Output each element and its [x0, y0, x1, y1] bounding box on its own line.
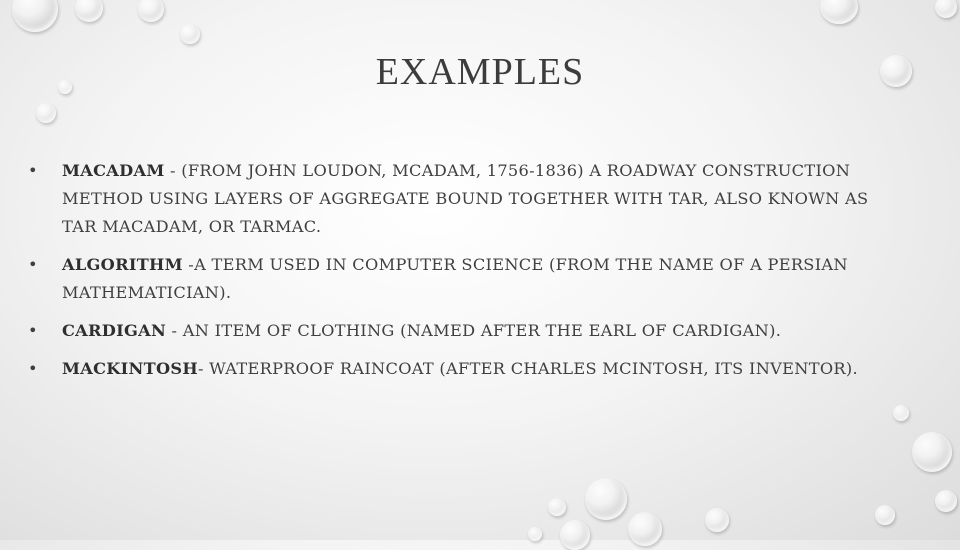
water-droplet-decoration [180, 24, 200, 44]
slide-title: EXAMPLES [375, 51, 585, 93]
definition-text: - AN ITEM OF CLOTHING (NAMED AFTER THE EARL OF CARDIGAN). [166, 321, 782, 340]
water-droplet-decoration [912, 432, 952, 472]
water-droplet-decoration [528, 527, 542, 541]
term-cardigan: CARDIGAN [62, 321, 167, 340]
water-droplet-decoration [628, 512, 662, 546]
definition-text: - (FROM JOHN LOUDON, MCADAM, 1756-1836) A ROADWAY CONSTRUCTION METHOD USING LAYERS OF AGGREGATE BOUND TOGETHER WITH TAR, ALSO KNOWN AS TAR MACADAM, OR TARMAC. [62, 161, 869, 236]
bullet-icon: • [28, 359, 38, 378]
examples-list [28, 157, 908, 393]
water-droplet-decoration [820, 0, 858, 24]
list-item [28, 251, 908, 307]
term-macadam: MACADAM [62, 161, 165, 180]
water-droplet-decoration [893, 405, 909, 421]
term-mackintosh: MACKINTOSH [62, 359, 198, 378]
bullet-icon: • [28, 321, 38, 340]
definition-text: -A TERM USED IN COMPUTER SCIENCE (FROM THE NAME OF A PERSIAN MATHEMATICIAN). [62, 255, 848, 302]
list-item [28, 317, 908, 345]
water-droplet-decoration [560, 520, 590, 550]
list-item [28, 157, 908, 241]
water-droplet-decoration [75, 0, 103, 22]
water-droplet-decoration [12, 0, 58, 32]
water-droplet-decoration [138, 0, 164, 22]
term-algorithm: ALGORITHM [62, 255, 183, 274]
bullet-icon: • [28, 255, 38, 274]
water-droplet-decoration [875, 505, 895, 525]
bullet-icon: • [28, 161, 38, 180]
definition-text: - WATERPROOF RAINCOAT (AFTER CHARLES MCINTOSH, ITS INVENTOR). [197, 359, 858, 378]
water-droplet-decoration [585, 478, 627, 520]
water-droplet-decoration [705, 508, 729, 532]
water-droplet-decoration [935, 490, 957, 512]
list-item [28, 355, 908, 383]
water-droplet-decoration [935, 0, 957, 18]
water-droplet-decoration [548, 498, 566, 516]
water-droplet-decoration [36, 103, 56, 123]
